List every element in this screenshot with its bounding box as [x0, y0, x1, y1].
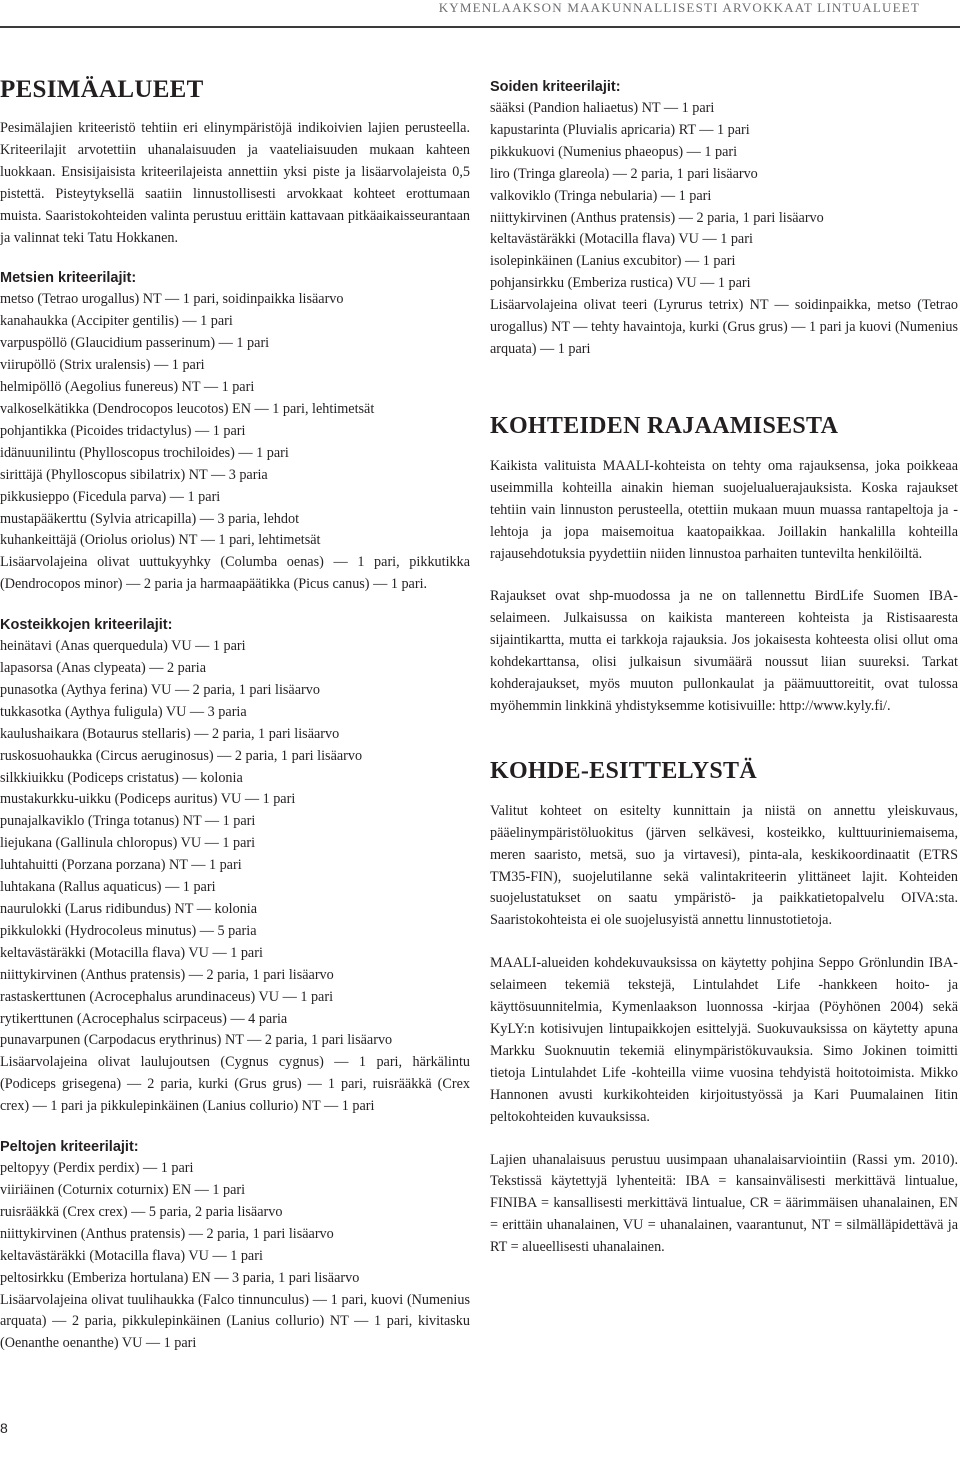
species-line: helmipöllö (Aegolius funereus) NT — 1 pari — [0, 379, 255, 396]
intro-sites-paragraph-2: MAALI-alueiden kohdekuvauksissa on käytetty pohjina Seppo Grönlundin IBA-selaimeen tekemiä tekstejä, Lintulahdet Life -hankkeen hoito- ja käyttösuunnitelmia, Kymenlaakson luonnossa -kirjaa (Pöyhönen 2004) sekä KyLY:n kotisivujen lintupaikkojen esittelyjä. Suokuvauksissa on käytetty apuna Markku Suoknuutin tekemiä elinympäristökuvauksia. Simo Jokinen toimitti tietoja Lintulahdet Life -kohteilla viime vuosina tehdyistä hoitotoimista. Mikko Hannonen avusti kurkikohteiden kirjoitustyössä ja Kari Puumalainen Iitin peltokohteiden kuvauksissa. — [490, 955, 958, 1125]
species-line: peltopyy (Perdix perdix) — 1 pari — [0, 1160, 194, 1177]
intro-sites-paragraph-1: Valitut kohteet on esitelty kunnittain ja niistä on annettu yleiskuvaus, pääelinympäristöluokitus (järven selkävesi, kosteikko, kulttuuriniemaisema, meren saaristo, metsä, suo ja virtavesi), pinta-ala, keskikoordinaatit (ETRS TM35-FIN), suojelutilanne sekä valintakriteerin ylittäneet lajit. Kohteiden suojelustatukset on saatu ympäristö- ja paikkatietopalvelu OIVA:sta. Saaristokohteista ei ole suojelusyistä annettu linnustotietoja. — [490, 802, 958, 929]
species-line: viiriäinen (Coturnix coturnix) EN — 1 pari — [0, 1181, 246, 1198]
species-line: pohjansirkku (Emberiza rustica) VU — 1 pari — [490, 275, 751, 292]
field-species-list — [0, 1158, 470, 1289]
species-line: rastaskerttunen (Acrocephalus arundinaceus) VU — 1 pari — [0, 988, 334, 1005]
species-line: sääksi (Pandion haliaetus) NT — 1 pari — [490, 100, 715, 116]
field-criteria-title: Peltojen kriteerilajit: — [0, 1139, 139, 1156]
species-line: viirupöllö (Strix uralensis) — 1 pari — [0, 357, 205, 374]
mire-criteria — [490, 76, 958, 361]
field-criteria — [0, 1136, 470, 1355]
field-extra: Lisäarvolajeina olivat tuulihaukka (Falco tinnunculus) — 1 pari, kuovi (Numenius arquata) — 2 paria, pikkulepinkäinen (Lanius collurio) NT — 1 pari, kivitasku (Oenanthe oenanthe) VU — 1 pari — [0, 1291, 470, 1352]
wetland-criteria-title: Kosteikkojen kriteerilajit: — [0, 617, 173, 634]
species-line: ruisrääkkä (Crex crex) — 5 paria, 2 paria lisäarvo — [0, 1203, 283, 1220]
species-line: luhtakana (Rallus aquaticus) — 1 pari — [0, 879, 216, 896]
species-line: valkoselkätikka (Dendrocopos leucotos) EN — 1 pari, lehtimetsät — [0, 400, 375, 417]
species-line: niittykirvinen (Anthus pratensis) — 2 paria, 1 pari lisäarvo — [0, 966, 334, 983]
forest-species-list — [0, 289, 470, 552]
intro-sites-paragraph-3: Lajien uhanalaisuus perustuu uusimpaan uhanalaisarviointiin (Rassi ym. 2010). Tekstissä käytettyjä lyhenteitä: IBA = kansainvälisesti merkittävä lintualue, FINIBA = kansallisesti merkittävä lintualue, CR = äärimmäisen uhanalainen, EN = erittäin uhanalainen, VU = uhanalainen, vaarantunut, NT = silmälläpidettävä ja RT = alueellisesti uhanalainen. — [490, 1151, 958, 1256]
section-title-pesimaalueet: PESIMÄALUEET — [0, 76, 204, 103]
species-line: kapustarinta (Pluvialis apricaria) RT — 1 pari — [490, 121, 750, 138]
species-line: peltosirkku (Emberiza hortulana) EN — 3 paria, 1 pari lisäarvo — [0, 1269, 360, 1286]
delimit-paragraph-2: Rajaukset ovat shp-muodossa ja ne on tallennettu BirdLife Suomen IBA-selaimeen. Julkaisussa on kaikista mantereen kohteista ja Ristisaaresta sijaintikartta, mutta ei tarkkoja rajauksia. Jos jokaisesta kohteesta olisi ollut oma kohdekarttansa, olisi julkaisun sivumäärä noussut liian suureksi. Tarkat kohderajaukset, myös muuton pullonkaulat ja päämuuttoreitit, ovat tulossa myöhemmin linkkinä yhdistyksemme kotisivuille: http://www.kyly.fi/. — [490, 588, 958, 714]
species-line: tukkasotka (Aythya fuligula) VU — 3 paria — [0, 703, 247, 720]
species-line: niittykirvinen (Anthus pratensis) — 2 paria, 1 pari lisäarvo — [490, 209, 824, 226]
species-line: niittykirvinen (Anthus pratensis) — 2 paria, 1 pari lisäarvo — [0, 1225, 334, 1242]
delimit-body — [490, 456, 958, 718]
wetland-criteria — [0, 614, 470, 1118]
forest-criteria-title: Metsien kriteerilajit: — [0, 270, 137, 287]
species-line: punasotka (Aythya ferina) VU — 2 paria, 1 pari lisäarvo — [0, 681, 320, 698]
species-line: punajalkaviklo (Tringa totanus) NT — 1 pari — [0, 813, 256, 830]
intro-block — [0, 118, 470, 249]
species-line: pikkukuovi (Numenius phaeopus) — 1 pari — [490, 143, 738, 160]
wetland-species-list — [0, 636, 470, 1052]
species-line: isolepinkäinen (Lanius excubitor) — 1 pari — [490, 253, 736, 270]
mire-species-list — [490, 98, 958, 295]
forest-extra: Lisäarvolajeina olivat uuttukyyhky (Columba oenas) — 1 pari, pikkutikka (Dendrocopos minor) — 2 paria ja harmaapäätikka (Picus canus) — 1 pari. — [0, 554, 470, 593]
species-line: punavarpunen (Carpodacus erythrinus) NT — 2 paria, 1 pari lisäarvo — [0, 1032, 393, 1049]
species-line: idänuunilintu (Phylloscopus trochiloides) — 1 pari — [0, 444, 289, 461]
intro-paragraph: Pesimälajien kriteeristö tehtiin eri elinympäristöjä indikoivien lajien perusteella. Kriteerilajit arvotettiin uhanalaisuuden ja vaateliaisuuden mukaan kahteen luokkaan. Ensisijaisista kriteerilajeista annettiin yksi piste ja lisäarvolajeista 0,5 pistettä. Pisteytyksellä saatiin linnustollisesti arvokkaat kohteet erottumaan muista. Saaristokohteiden valinta perustuu erittäin kattavaan pitkäaikaisseurantaan ja valinnat teki Tatu Hokkanen. — [0, 120, 470, 246]
species-line: ruskosuohaukka (Circus aeruginosus) — 2 paria, 1 pari lisäarvo — [0, 747, 363, 764]
species-line: liro (Tringa glareola) — 2 paria, 1 pari lisäarvo — [490, 165, 758, 182]
forest-criteria — [0, 267, 470, 596]
species-line: luhtahuitti (Porzana porzana) NT — 1 pari — [0, 857, 242, 874]
species-line: liejukana (Gallinula chloropus) VU — 1 pari — [0, 835, 256, 852]
species-line: kuhankeittäjä (Oriolus oriolus) NT — 1 pari, lehtimetsät — [0, 532, 321, 549]
species-line: lapasorsa (Anas clypeata) — 2 paria — [0, 660, 207, 677]
species-line: mustakurkku-uikku (Podiceps auritus) VU — 1 pari — [0, 791, 296, 808]
species-line: pikkulokki (Hydrocoleus minutus) — 5 paria — [0, 922, 257, 939]
species-line: sirittäjä (Phylloscopus sibilatrix) NT — 3 paria — [0, 466, 268, 483]
species-line: mustapääkerttu (Sylvia atricapilla) — 3 paria, lehdot — [0, 510, 300, 527]
left-column — [0, 76, 470, 1355]
section-title-kohde-esittelysta: KOHDE-ESITTELYSTÄ — [490, 757, 757, 784]
species-line: pohjantikka (Picoides tridactylus) — 1 pari — [0, 422, 246, 439]
species-line: varpuspöllö (Glaucidium passerinum) — 1 pari — [0, 335, 270, 352]
running-header: KYMENLAAKSON MAAKUNNALLISESTI ARVOKKAAT LINTUALUEET — [438, 0, 920, 15]
species-line: silkkiuikku (Podiceps cristatus) — kolonia — [0, 769, 243, 786]
species-line: pikkusieppo (Ficedula parva) — 1 pari — [0, 488, 221, 505]
wetland-extra: Lisäarvolajeina olivat laulujoutsen (Cygnus cygnus) — 1 pari, härkälintu (Podiceps grisegena) — 2 paria, kurki (Grus grus) — 1 pari, ruisrääkkä (Crex crex) — 1 pari ja pikkulepinkäinen (Lanius collurio) NT — 1 pari — [0, 1054, 470, 1115]
species-line: metso (Tetrao urogallus) NT — 1 pari, soidinpaikka lisäarvo — [0, 291, 344, 308]
species-line: kaulushaikara (Botaurus stellaris) — 2 paria, 1 pari lisäarvo — [0, 725, 340, 742]
species-line: valkoviklo (Tringa nebularia) — 1 pari — [490, 187, 712, 204]
page-number: 8 — [0, 1420, 8, 1436]
species-line: rytikerttunen (Acrocephalus scirpaceus) — 4 paria — [0, 1010, 288, 1027]
species-line: keltavästäräkki (Motacilla flava) VU — 1 pari — [490, 231, 753, 248]
section-title-rajaamisesta: KOHTEIDEN RAJAAMISESTA — [490, 412, 839, 439]
right-column — [490, 76, 958, 1259]
species-line: keltavästäräkki (Motacilla flava) VU — 1 pari — [0, 944, 263, 961]
intro-sites-body — [490, 801, 958, 1259]
species-line: naurulokki (Larus ridibundus) NT — kolonia — [0, 901, 258, 917]
mire-criteria-title: Soiden kriteerilajit: — [490, 79, 621, 95]
mire-extra: Lisäarvolajeina olivat teeri (Lyrurus tetrix) NT — soidinpaikka, metso (Tetrao urogallus) NT — tehty havaintoja, kurki (Grus grus) — 1 pari ja kuovi (Numenius arquata) — 1 pari — [490, 297, 958, 357]
header-rule — [0, 26, 960, 28]
species-line: kanahaukka (Accipiter gentilis) — 1 pari — [0, 313, 233, 330]
species-line: heinätavi (Anas querquedula) VU — 1 pari — [0, 638, 246, 655]
species-line: keltavästäräkki (Motacilla flava) VU — 1 pari — [0, 1247, 263, 1264]
delimit-paragraph-1: Kaikista valituista MAALI-kohteista on tehty oma rajauksensa, joka poikkeaa useimmilla kohteilla ainakin hieman suojelualuerajauksista. Koska rajaukset tehtiin vain linnuston perusteella, otettiin mukaan muun muassa rantapeltoja ja -lehtoja ja jopa maisemoitua kaatopaikkaa. Joillakin hankalilla kohteilla rajausehdotuksia pyydettiin niiden linnustoa parhaiten tuntevilta henkilöiltä. — [490, 457, 958, 562]
